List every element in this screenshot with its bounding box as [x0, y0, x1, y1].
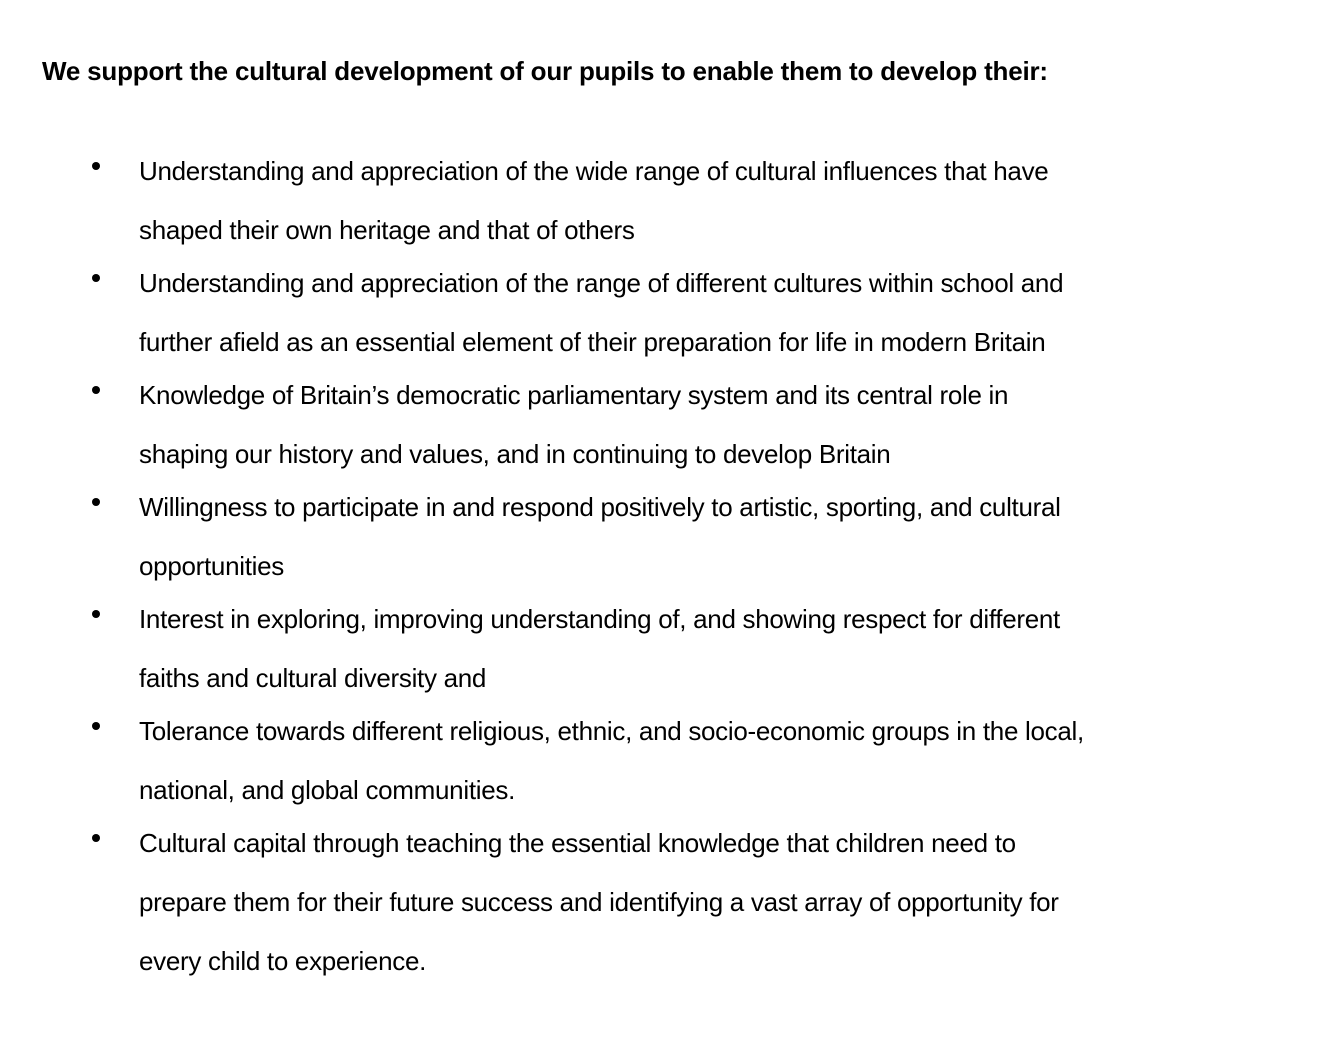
- list-item-line: Willingness to participate in and respond positively to artistic, sporting, and cultural: [139, 492, 1061, 522]
- list-item-text: [139, 702, 1289, 820]
- section-heading: We support the cultural development of our pupils to enable them to develop their:: [42, 56, 1048, 86]
- bullet-icon: [92, 386, 100, 394]
- list-item-line: Tolerance towards different religious, ethnic, and socio-economic groups in the local,: [139, 716, 1084, 746]
- list-item: [0, 702, 1289, 820]
- list-item: [0, 142, 1289, 260]
- bullet-list: [0, 148, 1289, 991]
- list-item: [0, 814, 1289, 991]
- list-item-line: Understanding and appreciation of the wide range of cultural influences that have: [139, 156, 1049, 186]
- bullet-icon: [92, 834, 100, 842]
- list-item: [0, 366, 1289, 484]
- list-item-line: shaped their own heritage and that of others: [139, 215, 635, 245]
- list-item-text: [139, 590, 1289, 708]
- bullet-icon: [92, 610, 100, 618]
- list-item-line: national, and global communities.: [139, 775, 515, 805]
- list-item-text: [139, 478, 1289, 596]
- list-item-text: [139, 814, 1289, 991]
- list-item: [0, 254, 1289, 372]
- list-item-line: shaping our history and values, and in continuing to develop Britain: [139, 439, 891, 469]
- list-item-text: [139, 366, 1289, 484]
- list-item-text: [139, 254, 1289, 372]
- list-item-line: Interest in exploring, improving understanding of, and showing respect for different: [139, 604, 1060, 634]
- bullet-icon: [92, 722, 100, 730]
- list-item-line: every child to experience.: [139, 946, 427, 976]
- list-item-line: Understanding and appreciation of the range of different cultures within school and: [139, 268, 1064, 298]
- list-item-line: prepare them for their future success and identifying a vast array of opportunity for: [139, 887, 1059, 917]
- bullet-icon: [92, 274, 100, 282]
- list-item-line: opportunities: [139, 551, 284, 581]
- list-item: [0, 590, 1289, 708]
- list-item: [0, 478, 1289, 596]
- list-item-line: further afield as an essential element of their preparation for life in modern Britain: [139, 327, 1046, 357]
- list-item-line: Knowledge of Britain’s democratic parliamentary system and its central role in: [139, 380, 1009, 410]
- list-item-line: faiths and cultural diversity and: [139, 663, 487, 693]
- list-item-line: Cultural capital through teaching the essential knowledge that children need to: [139, 828, 1016, 858]
- list-item-text: [139, 142, 1289, 260]
- bullet-icon: [92, 162, 100, 170]
- bullet-icon: [92, 498, 100, 506]
